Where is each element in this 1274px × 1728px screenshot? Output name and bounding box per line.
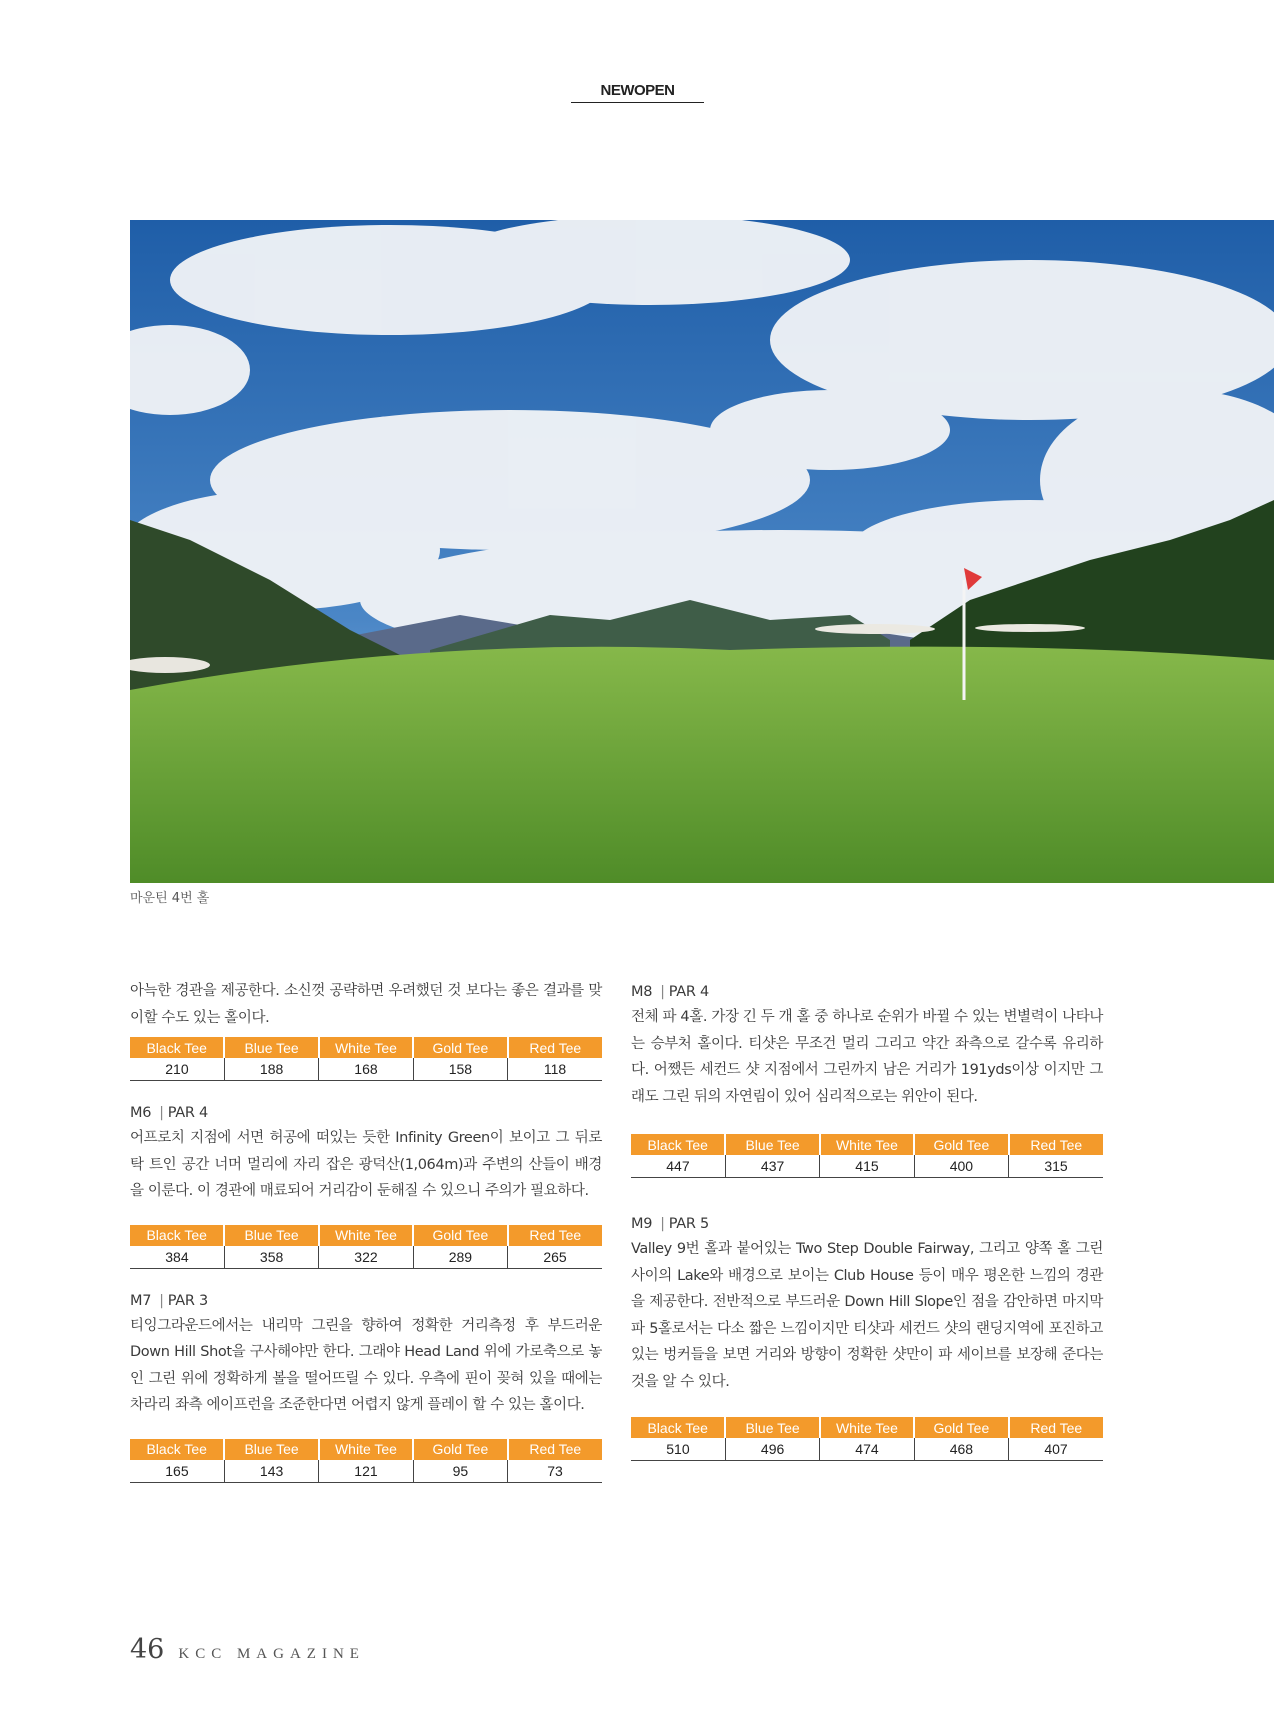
yardage-cell: 165 [130, 1460, 224, 1483]
left-column [130, 978, 602, 1483]
right-column [631, 980, 1103, 1461]
tee-header: White Tee [820, 1134, 914, 1155]
yardage-cell: 496 [725, 1438, 819, 1461]
hole-heading: M9 | PAR 5 [631, 1216, 709, 1232]
golf-course-illustration [130, 220, 1274, 883]
hole-m8-section [631, 980, 1103, 1178]
hole-par: PAR 4 [668, 984, 709, 1000]
tee-header: Gold Tee [413, 1439, 507, 1460]
hole-heading: M8 | PAR 4 [631, 984, 709, 1000]
m9-yardage-table [631, 1417, 1103, 1461]
tee-header: Black Tee [631, 1417, 725, 1438]
hole-par: PAR 5 [668, 1216, 709, 1232]
m6-yardage-table [130, 1225, 602, 1269]
photo-caption: 마운틴 4번 홀 [130, 891, 210, 906]
m7-yardage-table [130, 1439, 602, 1483]
intro-text: 아늑한 경관을 제공한다. 소신껏 공략하면 우려했던 것 보다는 좋은 결과를 맞이할 수도 있는 홀이다. [130, 983, 602, 1026]
yardage-cell: 437 [725, 1155, 819, 1178]
yardage-cell: 95 [413, 1460, 507, 1483]
yardage-cell: 210 [130, 1058, 224, 1081]
yardage-cell: 415 [820, 1155, 914, 1178]
hole-description: 티잉그라운드에서는 내리막 그린을 향하여 정확한 거리측정 후 부드러운 Down Hill Shot을 구사해야만 한다. 그래야 Head Land 위에 가로축으로 놓인 그린 위에 정확하게 볼을 떨어뜨릴 수 있다. 우측에 핀이 꽂혀 있을 때에는 차라리 좌측 에이프런을 조준한다면 어렵지 않게 플레이 할 수 있는 홀이다. [130, 1317, 602, 1413]
tee-header: Gold Tee [914, 1134, 1008, 1155]
page-footer [130, 1634, 365, 1665]
yardage-cell: 510 [631, 1438, 725, 1461]
tee-header: Gold Tee [914, 1417, 1008, 1438]
tee-header: Black Tee [130, 1439, 224, 1460]
tee-header: White Tee [820, 1417, 914, 1438]
tee-header: White Tee [319, 1037, 413, 1058]
hole-m6-section [130, 1101, 602, 1269]
intro-yardage-table [130, 1037, 602, 1081]
m8-yardage-table [631, 1134, 1103, 1178]
yardage-cell: 384 [130, 1246, 224, 1269]
hole-heading: M6 | PAR 4 [130, 1105, 208, 1121]
hole-number: M8 [631, 984, 653, 1000]
yardage-cell: 168 [319, 1058, 413, 1081]
magazine-name: KCC MAGAZINE [178, 1646, 365, 1662]
yardage-cell: 358 [224, 1246, 318, 1269]
tee-header: Blue Tee [224, 1439, 318, 1460]
tee-header: White Tee [319, 1439, 413, 1460]
yardage-cell: 468 [914, 1438, 1008, 1461]
hole-number: M9 [631, 1216, 653, 1232]
yardage-cell: 73 [508, 1460, 602, 1483]
yardage-cell: 289 [413, 1246, 507, 1269]
hole-description: 전체 파 4홀. 가장 긴 두 개 홀 중 하나로 순위가 바뀔 수 있는 변별력이 나타나는 승부처 홀이다. 티샷은 무조건 멀리 그리고 약간 좌측으로 갈수록 유리하다. 어쨌든 세컨드 샷 지점에서 그린까지 남은 거리가 191yds이상 이지만 그래도 그린 뒤의 자연림이 있어 심리적으로는 위안이 된다. [631, 1009, 1103, 1105]
tee-header: Black Tee [631, 1134, 725, 1155]
page-number: 46 [130, 1634, 165, 1665]
tee-header: Gold Tee [413, 1225, 507, 1246]
tee-header: Blue Tee [224, 1225, 318, 1246]
hole-par: PAR 4 [167, 1105, 208, 1121]
yardage-cell: 474 [820, 1438, 914, 1461]
yardage-cell: 315 [1009, 1155, 1103, 1178]
yardage-cell: 118 [508, 1058, 602, 1081]
tee-header: Red Tee [508, 1225, 602, 1246]
tee-header: Red Tee [1009, 1134, 1103, 1155]
yardage-cell: 265 [508, 1246, 602, 1269]
tee-header: Gold Tee [413, 1037, 507, 1058]
tee-header: Blue Tee [725, 1417, 819, 1438]
tee-header: White Tee [319, 1225, 413, 1246]
yardage-cell: 447 [631, 1155, 725, 1178]
yardage-cell: 322 [319, 1246, 413, 1269]
hole-par: PAR 3 [167, 1292, 208, 1309]
tee-header: Blue Tee [224, 1037, 318, 1058]
hole-m9-section [631, 1212, 1103, 1461]
section-tag: NEWOPEN [571, 82, 704, 103]
yardage-cell: 143 [224, 1460, 318, 1483]
yardage-cell: 407 [1009, 1438, 1103, 1461]
hole-description: Valley 9번 홀과 붙어있는 Two Step Double Fairway, 그리고 양쪽 홀 그린 사이의 Lake와 배경으로 보이는 Club House 등이 매우 평온한 느낌의 경관을 제공한다. 전반적으로 부드러운 Down Hill Slope인 점을 감안하면 마지막 파 5홀로서는 다소 짧은 느낌이지만 티샷과 세컨드 샷의 랜딩지역에 포진하고 있는 벙커들을 보면 거리와 방향이 정확한 샷만이 파 세이브를 보장해 준다는 것을 알 수 있다. [631, 1241, 1103, 1390]
yardage-cell: 400 [914, 1155, 1008, 1178]
tee-header: Red Tee [1009, 1417, 1103, 1438]
tee-header: Black Tee [130, 1037, 224, 1058]
hole-description: 어프로치 지점에 서면 허공에 떠있는 듯한 Infinity Green이 보이고 그 뒤로 탁 트인 공간 너머 멀리에 자리 잡은 광덕산(1,064m)과 주변의 산들이 배경을 이룬다. 이 경관에 매료되어 거리감이 둔해질 수 있으니 주의가 필요하다. [130, 1130, 602, 1199]
tee-header: Black Tee [130, 1225, 224, 1246]
hole-m7-section [130, 1289, 602, 1483]
yardage-cell: 121 [319, 1460, 413, 1483]
tee-header: Red Tee [508, 1439, 602, 1460]
tee-header: Blue Tee [725, 1134, 819, 1155]
yardage-cell: 188 [224, 1058, 318, 1081]
hole-heading: M7 | PAR 3 [130, 1292, 208, 1309]
yardage-cell: 158 [413, 1058, 507, 1081]
hole-number: M6 [130, 1105, 152, 1121]
golf-course-photo [130, 220, 1274, 883]
hole-number: M7 [130, 1292, 152, 1309]
tee-header: Red Tee [508, 1037, 602, 1058]
